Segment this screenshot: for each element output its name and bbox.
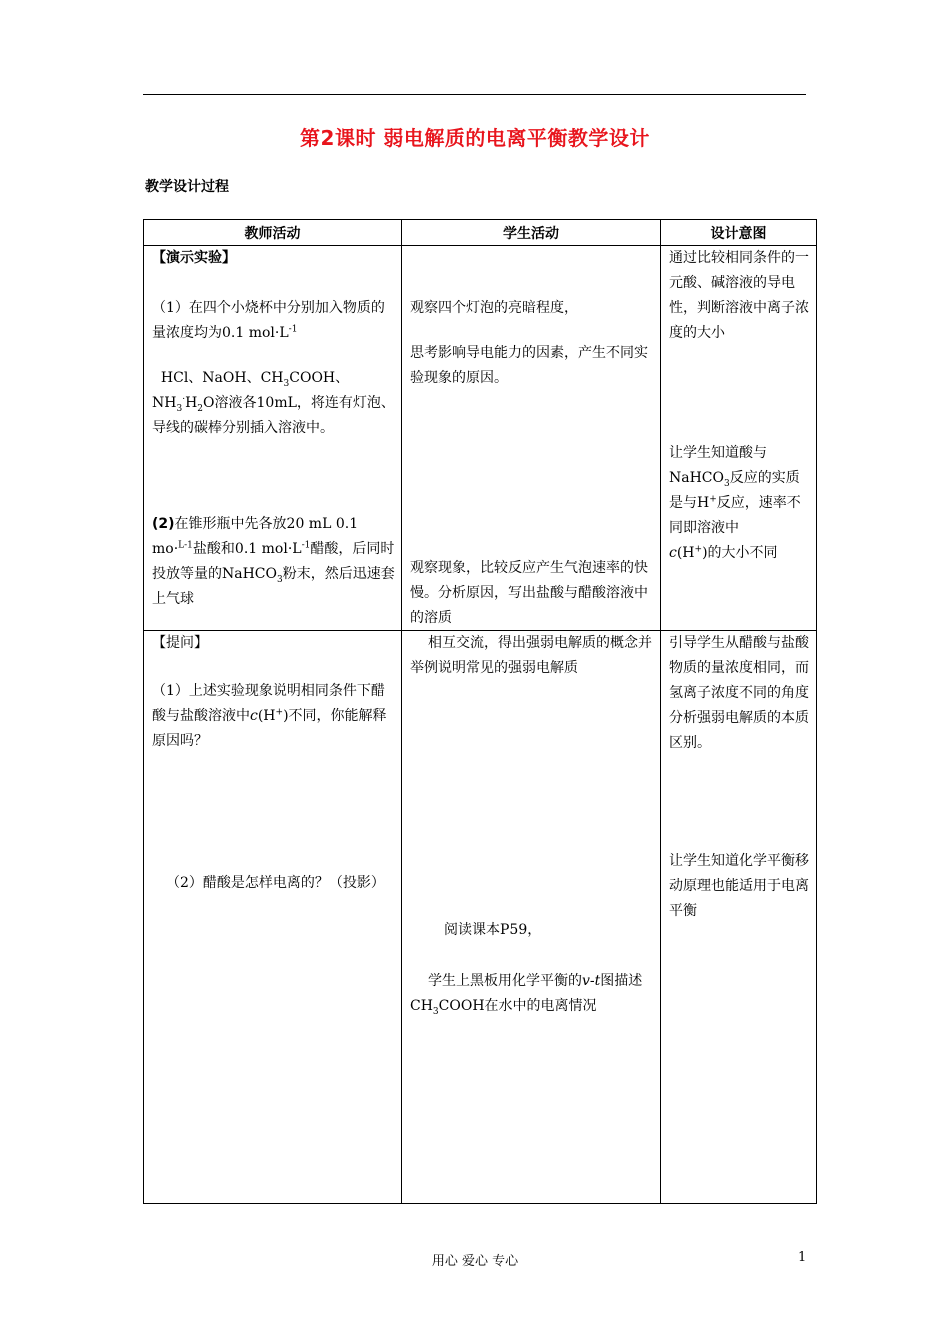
student-cell-1 [402,246,661,631]
intent-conductivity: 通过比较相同条件的一元酸、碱溶液的导电性，判断溶液中离子浓度的大小 [669,250,809,341]
footer-motto: 用心 爱心 专心 [431,1254,519,1269]
page-title: 第2课时 弱电解质的电离平衡教学设计 [300,126,650,150]
table-header-row [144,220,817,246]
question-2: （2）醋酸是怎样电离的？（投影） [166,875,385,891]
table-row [144,246,817,631]
student-observe-bulbs: 观察四个灯泡的亮暗程度， [410,300,578,316]
header-rule [143,94,806,95]
section-label: 教学设计过程 [145,179,229,195]
student-observe-reaction: 观察现象，比较反应产生气泡速率的快慢。分析原因，写出盐酸与醋酸溶液中的溶质 [410,560,648,626]
intent-nahco3: 让学生知道酸与NaHCO$_3$反应的实质是与H+反应，速率不同即溶液中 c(H+)的大小不同 [669,445,801,561]
table-row [144,631,817,1204]
lesson-table [143,219,817,1204]
student-read-textbook: 阅读课本P59， [444,922,542,938]
student-think-factors: 思考影响导电能力的因素，产生不同实验现象的原因。 [410,345,648,386]
header-teacher: 教师活动 [144,220,402,246]
intent-strong-weak: 引导学生从醋酸与盐酸物质的量浓度相同，而氢离子浓度不同的角度分析强弱电解质的本质区别。 [669,635,809,751]
question-1: （1）上述实验现象说明相同条件下醋酸与盐酸溶液中c(H+)不同，你能解释原因吗？ [152,683,387,749]
demo-step-1a: （1）在四个小烧杯中分别加入物质的量浓度均为0.1 $mol\cdot L^{-1}$ [152,300,385,341]
question-heading: 【提问】 [152,635,208,651]
header-intent: 设计意图 [661,220,817,246]
demo-step-1b: HCl、NaOH、$CH_3COOH$、$NH_3^\cdot H_2O$溶液各10mL，将连有灯泡、导线的碳棒分别插入溶液中。 [152,370,395,436]
teacher-cell-1 [144,246,402,631]
page-number: 1 [798,1250,807,1265]
student-cell-2 [402,631,661,1204]
header-student: 学生活动 [402,220,661,246]
demo-heading: 【演示实验】 [152,250,236,266]
intent-cell-2 [661,631,817,1204]
demo-step-2: (2)在锥形瓶中先各放20 mL 0.1 mo·$^{L-1}$盐酸和0.1 $mol\cdot L^{-1}$醋酸，后同时投放等量的NaHCO$_3$粉末，然后迅速套上气球 [152,516,395,607]
intent-equilibrium: 让学生知道化学平衡移动原理也能适用于电离平衡 [669,853,809,919]
teacher-cell-2 [144,631,402,1204]
intent-cell-1 [661,246,817,631]
student-graph: 学生上黑板用化学平衡的v-t图描述$CH_3COOH$在水中的电离情况 [410,973,643,1017]
student-discuss: 相互交流，得出强弱电解质的概念并举例说明常见的强弱电解质 [410,635,652,676]
